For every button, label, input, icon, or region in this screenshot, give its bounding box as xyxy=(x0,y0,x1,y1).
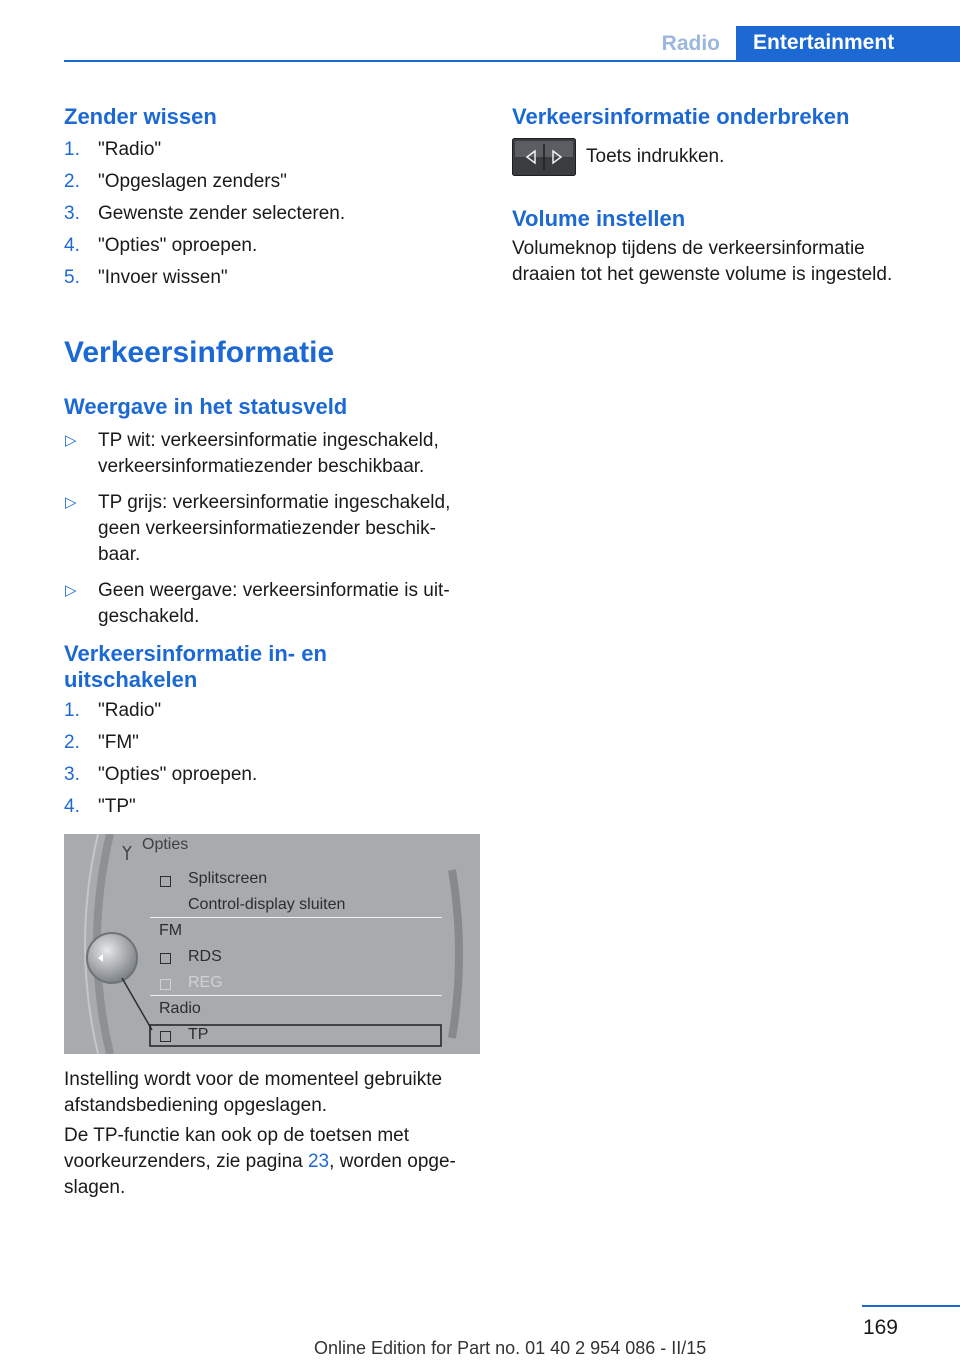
checkbox-checked-icon xyxy=(160,876,171,887)
step-item: 5. "Invoer wissen" xyxy=(64,267,228,288)
media-skip-button-icon xyxy=(512,138,576,176)
screen-item-tp: TP xyxy=(188,1026,209,1043)
toggle-steps xyxy=(64,699,484,827)
screen-item-rds: RDS xyxy=(188,948,222,965)
note-preset-keys: De TP-functie kan ook op de toetsen met voorkeurzenders, zie pagina 23, worden opge‐slagen. xyxy=(64,1125,456,1198)
step-item: 4. "Opties" oproepen. xyxy=(64,235,258,256)
checkbox-disabled-icon xyxy=(160,979,171,990)
screen-separator xyxy=(150,995,442,996)
screen-title: Opties xyxy=(142,836,189,853)
status-display-list xyxy=(64,428,476,630)
header-chapter-entertainment[interactable]: Entertainment xyxy=(736,26,960,60)
step-item: 2. "Opgeslagen zenders" xyxy=(64,171,287,192)
checkbox-icon xyxy=(160,953,171,964)
traffic-info-title: Verkeersinformatie xyxy=(64,336,335,369)
header-section-radio[interactable]: Radio xyxy=(661,32,720,55)
delete-station-steps xyxy=(64,138,484,298)
section-toggle-traffic xyxy=(64,641,484,827)
step-item: 1. "Radio" xyxy=(64,700,162,721)
step-item: 1. "Radio" xyxy=(64,139,162,160)
header-rule xyxy=(64,60,960,62)
step-item: 4. "TP" xyxy=(64,796,136,817)
list-item: ▷ TP wit: verkeersinformatie ingeschakeld, verkeersinformatiezender beschikbaar. xyxy=(65,430,439,477)
triangle-bullet-icon: ▷ xyxy=(65,494,77,511)
screen-item-splitscreen: Splitscreen xyxy=(188,870,268,887)
toggle-title-line1: Verkeersinformatie in- en xyxy=(64,641,327,666)
toggle-title-line2: uitschakelen xyxy=(64,667,198,692)
footer-rule xyxy=(862,1305,960,1307)
interrupt-row xyxy=(512,138,932,176)
section-status-display xyxy=(64,394,476,640)
triangle-bullet-icon: ▷ xyxy=(65,432,77,449)
section-delete-station xyxy=(64,104,484,298)
section-volume xyxy=(512,206,932,288)
options-screen-image xyxy=(64,834,480,1054)
screen-item-close-display: Control-display sluiten xyxy=(188,896,346,913)
section-interrupt xyxy=(512,104,932,176)
volume-text: Volumeknop tijdens de verkeersinformatie draaien tot het gewenste volume is ingesteld. xyxy=(512,238,893,285)
step-item: 2. "FM" xyxy=(64,732,139,753)
page-reference-link[interactable]: 23 xyxy=(307,1151,330,1172)
screen-section-fm: FM xyxy=(159,922,183,939)
status-display-title: Weergave in het statusveld xyxy=(64,394,348,419)
screen-item-reg: REG xyxy=(188,974,223,991)
edition-info: Online Edition for Part no. 01 40 2 954 086 - II/15 xyxy=(314,1338,707,1358)
step-item: 3. "Opties" oproepen. xyxy=(64,764,258,785)
note-remote-saved: Instelling wordt voor de momenteel gebruikte afstandsbediening opgeslagen. xyxy=(64,1069,443,1116)
page-number: 169 xyxy=(862,1316,898,1339)
list-item: ▷ TP grijs: verkeersinformatie ingeschakeld, geen verkeersinformatiezender beschik‐baar. xyxy=(65,492,451,565)
screen-section-radio: Radio xyxy=(159,1000,201,1017)
list-item: ▷ Geen weergave: verkeersinformatie is uit‐geschakeld. xyxy=(65,580,450,627)
checkbox-icon xyxy=(160,1031,171,1042)
volume-title: Volume instellen xyxy=(512,206,686,231)
step-item: 3. Gewenste zender selecteren. xyxy=(64,203,346,224)
screen-separator xyxy=(150,917,442,918)
triangle-bullet-icon: ▷ xyxy=(65,582,77,599)
screen-frame-graphic xyxy=(64,834,480,1054)
delete-station-title: Zender wissen xyxy=(64,104,217,129)
interrupt-text: Toets indrukken. xyxy=(586,146,725,167)
interrupt-title: Verkeersinformatie onderbreken xyxy=(512,104,850,129)
